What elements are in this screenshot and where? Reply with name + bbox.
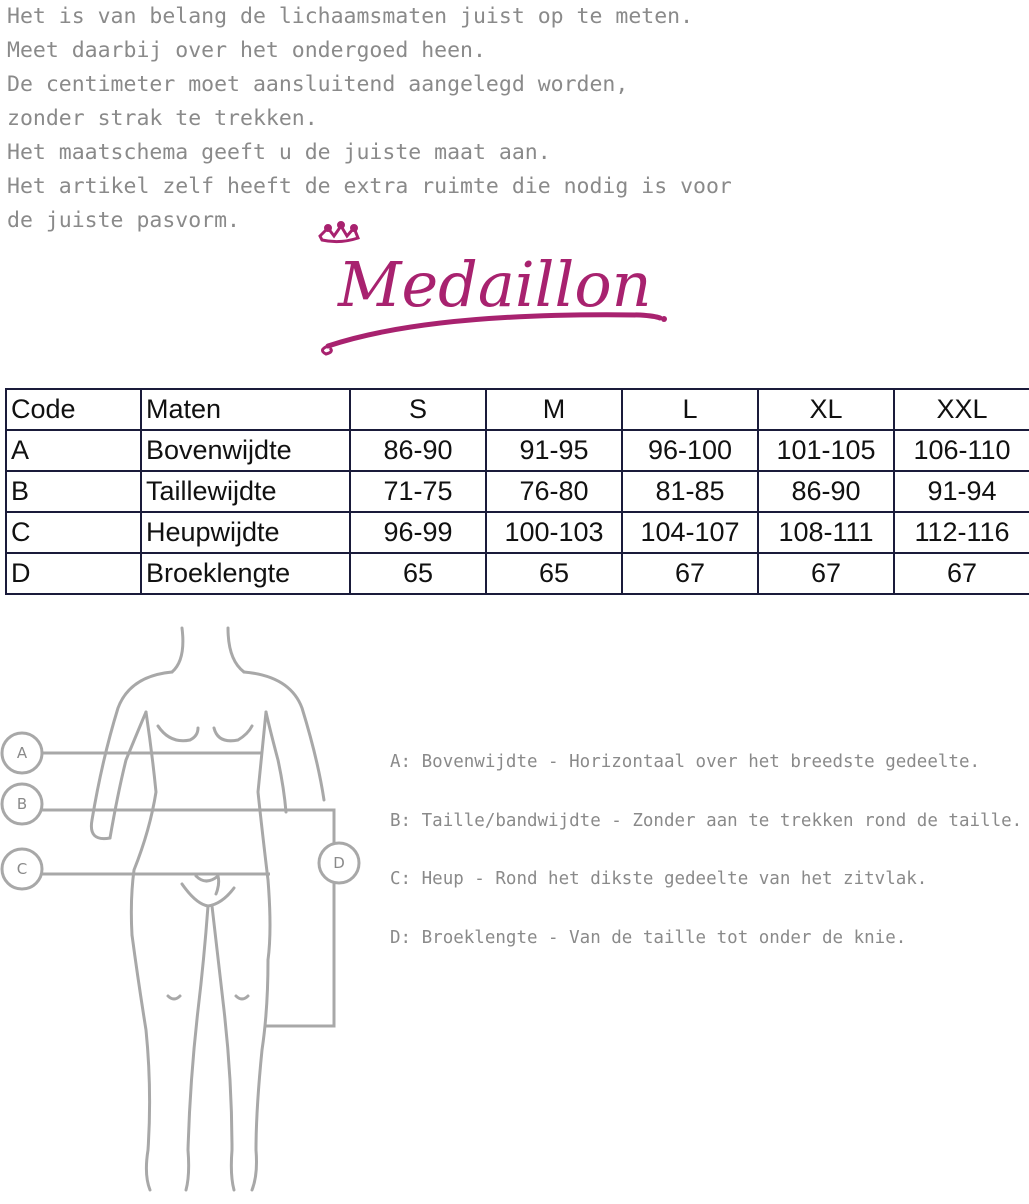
table-cell: B xyxy=(6,471,141,512)
intro-line: de juiste pasvorm. xyxy=(7,208,240,233)
marker-a-icon xyxy=(2,733,42,773)
table-row xyxy=(6,471,1029,512)
table-header-row xyxy=(6,389,1029,430)
header-cell-size: S xyxy=(350,389,486,430)
marker-d-label: D xyxy=(333,854,345,872)
legend-item-b xyxy=(390,811,1022,870)
header-cell-size: M xyxy=(486,389,622,430)
table-cell: 67 xyxy=(894,553,1029,594)
table-row xyxy=(6,512,1029,553)
table-cell: Heupwijdte xyxy=(141,512,350,553)
table-cell: 96-100 xyxy=(622,430,758,471)
table-cell: 86-90 xyxy=(350,430,486,471)
intro-text xyxy=(7,0,732,238)
table-cell: 101-105 xyxy=(758,430,894,471)
table-cell: D xyxy=(6,553,141,594)
table-cell: 71-75 xyxy=(350,471,486,512)
intro-line: Meet daarbij over het ondergoed heen. xyxy=(7,38,486,63)
table-cell: 96-99 xyxy=(350,512,486,553)
header-cell-size: L xyxy=(622,389,758,430)
table-cell: Taillewijdte xyxy=(141,471,350,512)
legend-code: D: xyxy=(390,927,412,948)
brand-name: Medaillon xyxy=(338,248,652,321)
body-measurement-figure xyxy=(0,620,380,1200)
body-outline xyxy=(91,628,324,1190)
marker-d-icon xyxy=(319,843,359,883)
marker-c-label: C xyxy=(16,860,28,878)
crown-icon xyxy=(320,223,358,242)
table-cell: 91-94 xyxy=(894,471,1029,512)
table-cell: 108-111 xyxy=(758,512,894,553)
table-cell: 76-80 xyxy=(486,471,622,512)
size-chart-table xyxy=(5,388,1029,595)
intro-line: Het artikel zelf heeft de extra ruimte die nodig is voor xyxy=(7,174,732,199)
table-cell: 67 xyxy=(758,553,894,594)
measure-lines xyxy=(42,753,334,1026)
table-cell: 112-116 xyxy=(894,512,1029,553)
header-cell-size: XXL xyxy=(894,389,1029,430)
intro-line: Het maatschema geeft u de juiste maat aan. xyxy=(7,140,551,165)
legend-item-d xyxy=(390,928,1022,987)
legend-text: Heup - Rond het dikste gedeelte van het zitvlak. xyxy=(421,869,928,889)
table-cell: Broeklengte xyxy=(141,553,350,594)
table-cell: 65 xyxy=(350,553,486,594)
intro-line: De centimeter moet aansluitend aangelegd worden, xyxy=(7,72,629,97)
table-cell: C xyxy=(6,512,141,553)
legend-text: Bovenwijdte - Horizontaal over het breedste gedeelte. xyxy=(421,752,981,772)
measurement-legend xyxy=(390,752,1022,986)
intro-line: Het is van belang de lichaamsmaten juist op te meten. xyxy=(7,4,694,29)
header-cell-measure: Maten xyxy=(141,389,350,430)
brand-logo xyxy=(310,220,690,370)
table-cell: 81-85 xyxy=(622,471,758,512)
table-row xyxy=(6,553,1029,594)
intro-line: zonder strak te trekken. xyxy=(7,106,318,131)
body-outline-graphic xyxy=(0,620,380,1200)
table-cell: Bovenwijdte xyxy=(141,430,350,471)
legend-item-a xyxy=(390,752,1022,811)
legend-code: A: xyxy=(390,752,412,772)
legend-code: B: xyxy=(390,810,412,831)
marker-c-icon xyxy=(2,849,42,889)
table-cell: 65 xyxy=(486,553,622,594)
marker-b-label: B xyxy=(16,795,28,813)
marker-b-icon xyxy=(2,784,42,824)
table-cell: 86-90 xyxy=(758,471,894,512)
legend-code: C: xyxy=(390,869,412,889)
table-cell: 106-110 xyxy=(894,430,1029,471)
marker-a-label: A xyxy=(16,744,28,762)
table-cell: 104-107 xyxy=(622,512,758,553)
brand-logo-graphic xyxy=(310,220,690,370)
table-cell: A xyxy=(6,430,141,471)
legend-text: Taille/bandwijdte - Zonder aan te trekken rond de taille. xyxy=(421,810,1023,831)
table-cell: 91-95 xyxy=(486,430,622,471)
header-cell-size: XL xyxy=(758,389,894,430)
table-cell: 100-103 xyxy=(486,512,622,553)
table-cell: 67 xyxy=(622,553,758,594)
legend-item-c xyxy=(390,869,1022,928)
legend-text: Broeklengte - Van de taille tot onder de knie. xyxy=(421,927,907,948)
header-cell-code: Code xyxy=(6,389,141,430)
table-row xyxy=(6,430,1029,471)
